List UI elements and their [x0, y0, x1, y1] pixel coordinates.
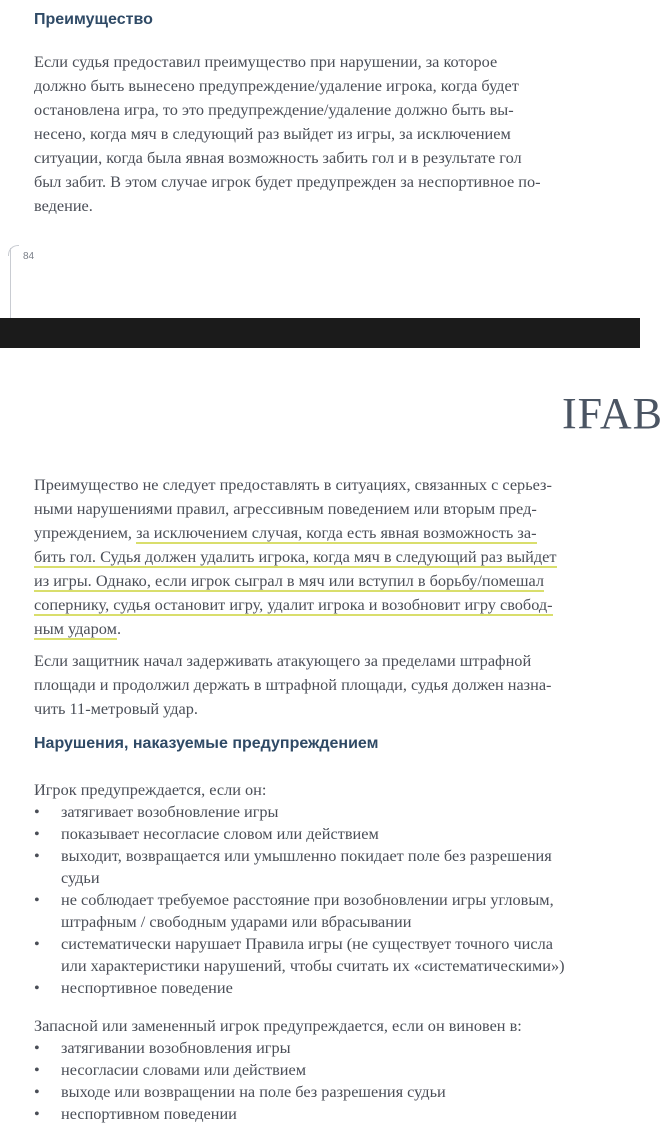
paragraph-line: несено, когда мяч в следующий раз выйдет из игры, за исключением: [34, 124, 511, 143]
player-caution-list: [34, 801, 628, 999]
list-item-text: систематически нарушает Правила игры (не существует точного числа: [61, 934, 553, 953]
list-item-text: не соблюдает требуемое расстояние при возобновлении игры угловым,: [61, 890, 554, 909]
paragraph-line: Если судья предоставил преимущество при нарушении, за которое: [34, 52, 498, 71]
page-separator: [0, 318, 640, 348]
underlined-text: из игры. Однако, если игрок сыграл в мяч или вступил в борьбу/помешал: [34, 571, 545, 590]
list-item-text: штрафным / свободным ударами или вбрасывании: [61, 912, 412, 931]
list-item-text: затягивании возобновления игры: [61, 1038, 291, 1057]
bullet-icon: •: [34, 802, 40, 821]
list-item: [34, 889, 628, 933]
paragraph-line: был забит. В этом случае игрок будет предупрежден за неспортивное по-: [34, 172, 541, 191]
paragraph-line: [34, 545, 628, 569]
page-edge-line: [10, 248, 11, 318]
paragraph-line: площади и продолжил держать в штрафной площади, судья должен назна-: [34, 675, 552, 694]
defender-holding-paragraph: [34, 649, 628, 721]
bullet-icon: •: [34, 1082, 40, 1101]
list-item-text: показывает несогласие словом или действием: [61, 824, 379, 843]
underlined-text: за исключением случая, когда есть явная возможность за-: [136, 523, 537, 542]
bullet-icon: •: [34, 846, 40, 865]
list-item-text: выходе или возвращении на поле без разрешения судьи: [61, 1082, 446, 1101]
paragraph-line: Если защитник начал задерживать атакующего за пределами штрафной: [34, 651, 532, 670]
list-item: [34, 1103, 628, 1125]
list-item: [34, 933, 628, 977]
list-item: [34, 823, 628, 845]
list-item-text: судьи: [61, 868, 100, 887]
paragraph-line: [34, 521, 628, 545]
list-item: [34, 1037, 628, 1059]
list-item: [34, 801, 628, 823]
bullet-icon: •: [34, 978, 40, 997]
substitute-caution-list: [34, 1037, 628, 1125]
paragraph-text: упреждением,: [34, 523, 137, 542]
player-caution-intro: Игрок предупреждается, если он:: [34, 780, 267, 799]
list-item-text: неспортивном поведении: [61, 1104, 237, 1123]
paragraph-line: [34, 593, 628, 617]
list-item: [34, 1059, 628, 1081]
cautionable-offences-heading: Нарушения, наказуемые предупреждением: [34, 735, 379, 752]
bullet-icon: •: [34, 1060, 40, 1079]
advantage-heading: Преимущество: [34, 11, 153, 28]
list-item: [34, 845, 628, 889]
paragraph-line: Преимущество не следует предоставлять в ситуациях, связанных с серьез-: [34, 475, 552, 494]
paragraph-line: ными нарушениями правил, агрессивным поведением или вторым пред-: [34, 499, 537, 518]
ifab-logo: IFAB: [562, 389, 663, 438]
underlined-text: ным ударом: [34, 619, 117, 638]
paragraph-line: ситуации, когда была явная возможность забить гол и в результате гол: [34, 148, 522, 167]
paragraph-line: [34, 569, 628, 593]
substitute-caution-intro: Запасной или замененный игрок предупреждается, если он виновен в:: [34, 1016, 522, 1035]
paragraph-line: ведение.: [34, 196, 93, 215]
underlined-text: бить гол. Судья должен удалить игрока, когда мяч в следующий раз выйдет: [34, 547, 557, 566]
paragraph-line: остановлена игра, то это предупреждение/удаление должно быть вы-: [34, 100, 514, 119]
advantage-restriction-paragraph: [34, 473, 628, 641]
bullet-icon: •: [34, 890, 40, 909]
paragraph-line: ным ударом.: [34, 619, 122, 638]
underlined-text: сопернику, судья остановит игру, удалит игрока и возобновит игру свобод-: [34, 595, 553, 614]
bullet-icon: •: [34, 824, 40, 843]
list-item-text: несогласии словами или действием: [61, 1060, 307, 1079]
list-item-text: или характеристики нарушений, чтобы считать их «систематическими»): [61, 956, 565, 975]
list-item: [34, 1081, 628, 1103]
page-number: 84: [23, 251, 35, 262]
list-item-text: неспортивное поведение: [61, 978, 233, 997]
paragraph-line: чить 11-метровый удар.: [34, 699, 198, 718]
paragraph-line: должно быть вынесено предупреждение/удаление игрока, когда будет: [34, 76, 519, 95]
list-item: [34, 977, 628, 999]
bullet-icon: •: [34, 1038, 40, 1057]
advantage-paragraph: [34, 50, 628, 218]
list-item-text: выходит, возвращается или умышленно покидает поле без разрешения: [61, 846, 552, 865]
list-item-text: затягивает возобновление игры: [61, 802, 279, 821]
bullet-icon: •: [34, 1104, 40, 1123]
bullet-icon: •: [34, 934, 40, 953]
page-84: [0, 0, 640, 318]
